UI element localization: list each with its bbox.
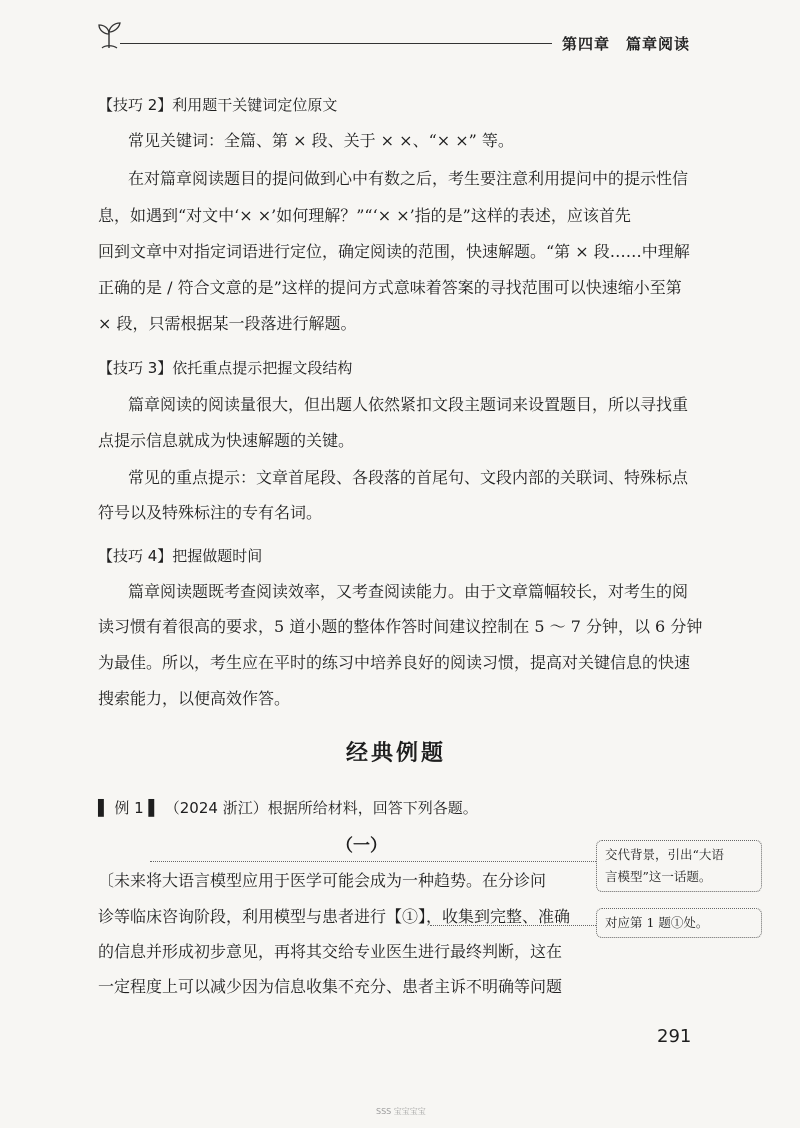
tip-2-line: 息，如遇到“对文中‘× ×’如何理解？”“‘× ×’指的是”这样的表述，应该首先 — [98, 206, 631, 225]
page-number: 291 — [657, 1026, 692, 1047]
chapter-header — [562, 33, 690, 54]
callout-line: 言模型”这一话题。 — [605, 869, 712, 884]
example-bar-right: ▌ — [148, 799, 160, 817]
passage-line: 一定程度上可以减少因为信息收集不充分、患者主诉不明确等问题 — [98, 977, 563, 996]
passage-line: 的信息并形成初步意见，再将其交给专业医生进行最终判断，这在 — [98, 942, 563, 961]
chapter-title: 篇章阅读 — [626, 35, 691, 53]
annotation-callout-background — [596, 840, 762, 892]
tip-2-line: 回到文章中对指定词语进行定位，确定阅读的范围，快速解题。“第 × 段……中理解 — [98, 242, 690, 261]
sprout-icon — [92, 18, 126, 52]
header-rule — [120, 43, 552, 44]
chapter-number: 第四章 — [562, 35, 611, 53]
tip-3-line: 符号以及特殊标注的专有名词。 — [98, 503, 323, 522]
passage-line: 〔未来将大语言模型应用于医学可能会成为一种趋势。在分诊问 — [98, 871, 547, 890]
passage-line: 诊等临床咨询阶段，利用模型与患者进行【①】，收集到完整、准确 — [98, 907, 571, 926]
scan-watermark: SSS 宝宝宝宝 — [376, 1107, 426, 1116]
tip-4-line: 为最佳。所以，考生应在平时的练习中培养良好的阅读习惯，提高对关键信息的快速 — [98, 653, 691, 672]
tip-4-line: 篇章阅读题既考查阅读效率，又考查阅读能力。由于文章篇幅较长，对考生的阅 — [128, 582, 689, 601]
tip-3-heading: 【技巧 3】依托重点提示把握文段结构 — [98, 359, 353, 377]
callout-connector — [150, 861, 596, 862]
callout-line: 交代背景，引出“大语 — [605, 847, 724, 862]
tip-4-heading: 【技巧 4】把握做题时间 — [98, 547, 263, 565]
tip-4-line: 搜索能力，以便高效作答。 — [98, 689, 291, 708]
tip-2-line: 正确的是 / 符合文意的是”这样的提问方式意味着答案的寻找范围可以快速缩小至第 — [98, 278, 682, 297]
tip-2-line: 常见关键词：全篇、第 × 段、关于 × ×、“× ×” 等。 — [128, 131, 514, 150]
tip-4-line: 读习惯有着很高的要求，5 道小题的整体作答时间建议控制在 5 ～ 7 分钟，以 6 分钟 — [98, 617, 703, 636]
callout-line: 对应第 1 题①处。 — [605, 915, 709, 930]
annotation-callout-question-1 — [596, 908, 762, 938]
passage-subtitle: （一） — [336, 836, 387, 856]
example-bar-left: ▌ — [98, 799, 110, 817]
callout-connector — [430, 925, 596, 926]
example-source: （2024 浙江）根据所给材料，回答下列各题。 — [164, 799, 478, 817]
tip-3-line: 篇章阅读的阅读量很大，但出题人依然紧扣文段主题词来设置题目，所以寻找重 — [128, 395, 689, 414]
example-label: 例 1 — [114, 799, 144, 817]
example-heading — [98, 797, 478, 818]
tip-2-heading: 【技巧 2】利用题干关键词定位原文 — [98, 96, 338, 114]
tip-3-line: 点提示信息就成为快速解题的关键。 — [98, 431, 355, 450]
tip-2-line: × 段，只需根据某一段落进行解题。 — [98, 314, 357, 333]
tip-2-line: 在对篇章阅读题目的提问做到心中有数之后，考生要注意利用提问中的提示性信 — [128, 169, 689, 188]
section-title: 经典例题 — [345, 741, 446, 766]
tip-3-line: 常见的重点提示：文章首尾段、各段落的首尾句、文段内部的关联词、特殊标点 — [128, 468, 689, 487]
